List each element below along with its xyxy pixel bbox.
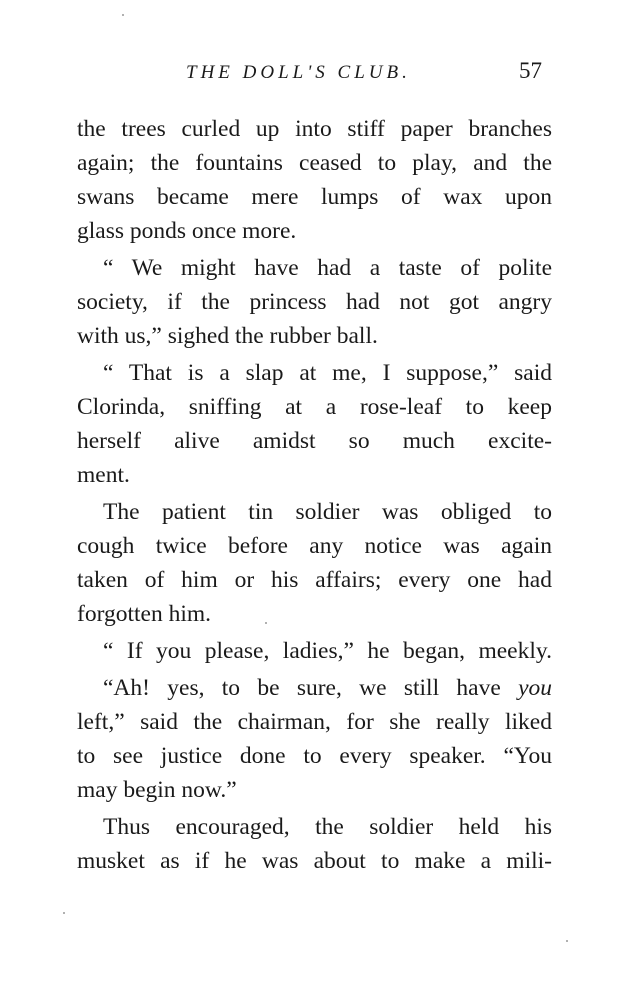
text-line: again; the fountains ceased to play, and the xyxy=(77,150,552,176)
paper-speck xyxy=(122,14,124,16)
text-line: “ We might have had a taste of polite xyxy=(103,255,552,281)
text-line: herself alive amidst so much excite- xyxy=(77,428,552,454)
page-header xyxy=(0,58,619,94)
text-line: left,” said the chairman, for she really liked xyxy=(77,709,552,735)
text-line: Thus encouraged, the soldier held his xyxy=(103,814,552,840)
text-line: ment. xyxy=(77,462,130,488)
text-line: taken of him or his affairs; every one had xyxy=(77,567,552,593)
text-line: glass ponds once more. xyxy=(77,218,297,244)
text-line: may begin now.” xyxy=(77,777,237,803)
text-line: musket as if he was about to make a mili- xyxy=(77,848,552,874)
text-line-with-italic xyxy=(103,671,552,705)
text-line: with us,” sighed the rubber ball. xyxy=(77,323,378,349)
text-line: “ If you please, ladies,” he began, meekly. xyxy=(103,638,552,664)
paper-speck xyxy=(566,940,568,942)
italic-word: you xyxy=(518,675,552,701)
text-line: cough twice before any notice was again xyxy=(77,533,552,559)
running-title: THE DOLL'S CLUB. xyxy=(186,62,411,83)
text-line: forgotten him. xyxy=(77,601,212,627)
text-line: “ That is a slap at me, I suppose,” said xyxy=(103,360,552,386)
text-line: the trees curled up into stiff paper branches xyxy=(77,116,552,142)
page-number: 57 xyxy=(519,58,542,83)
text-line: Clorinda, sniffing at a rose-leaf to keep xyxy=(77,394,552,420)
text-line: to see justice done to every speaker. “You xyxy=(77,743,552,769)
paper-speck xyxy=(63,912,65,914)
text-segment: “Ah! yes, to be sure, we still have xyxy=(103,675,501,701)
text-line: swans became mere lumps of wax upon xyxy=(77,184,552,210)
text-line: society, if the princess had not got angry xyxy=(77,289,552,315)
text-line: The patient tin soldier was obliged to xyxy=(103,499,552,525)
paper-speck xyxy=(265,622,267,624)
